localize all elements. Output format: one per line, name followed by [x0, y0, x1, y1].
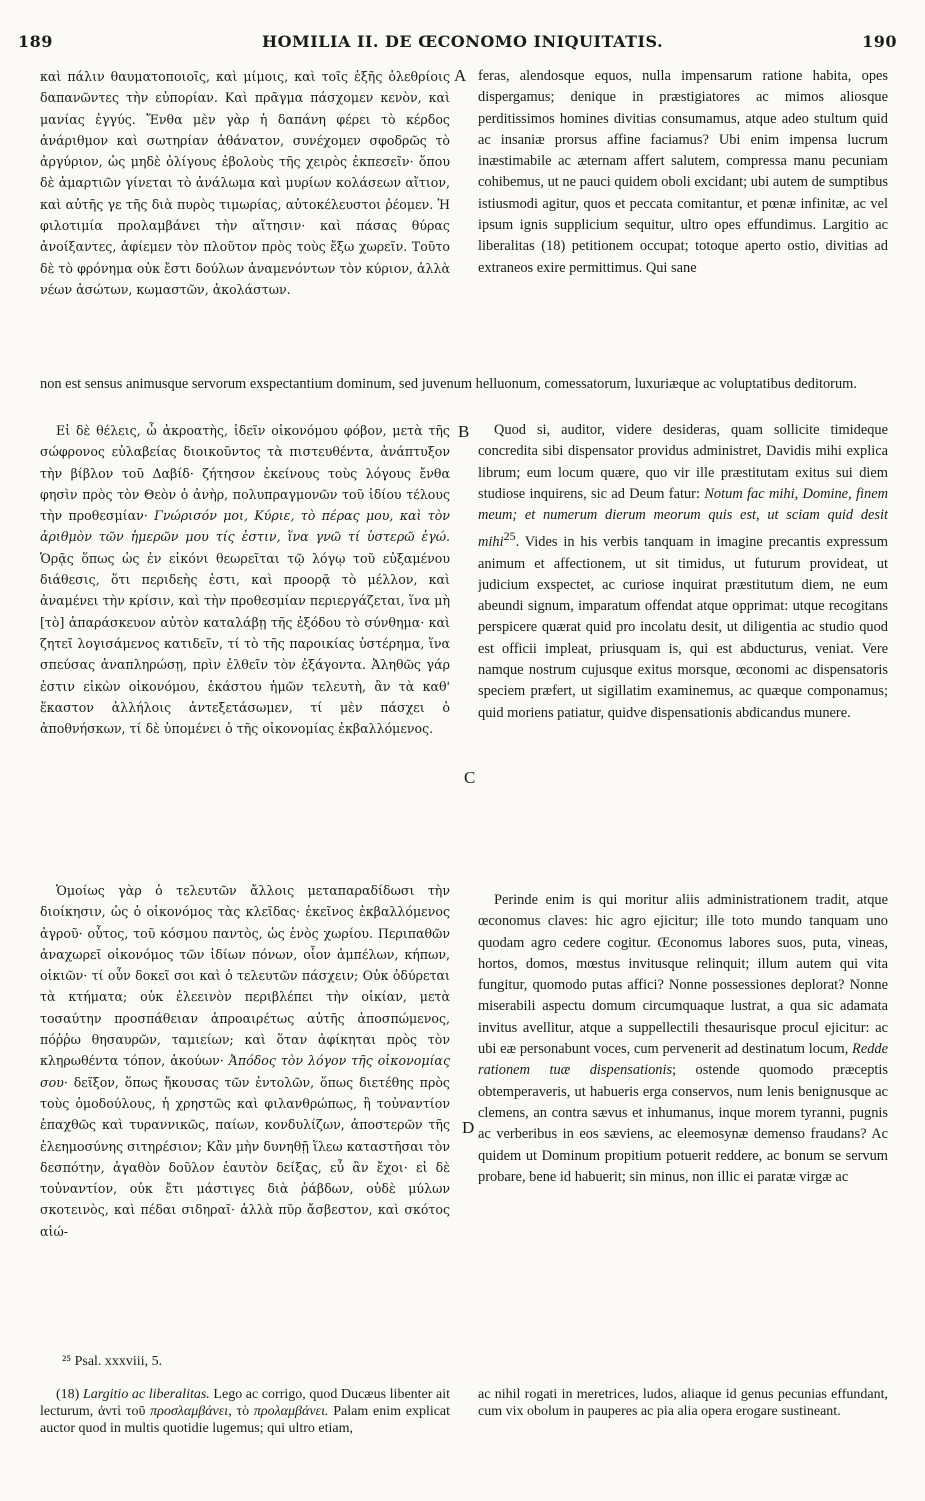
latin-scripture-quote: Redde rationem tuæ dispensationis [478, 1041, 888, 1079]
page-number-left: 189 [18, 32, 53, 51]
latin-text: . Vides in his verbis tanquam in imagine precantis expressum animum et affectionem, ut sit timidus, ut futurum provideat, ut judicium exspectet, ac curiose inquirat præstitutum diem, ne eum abeundi signum, imparatum offendat atque opprimat: utque recogitans perspicere quærat quid pro incolatu desit, ut diligentia ac studio quod est officii impleat, priusquam is, qui est abducturus, veniat. Vere namque nostrum cujusque exitus morsque, œconomi ac dispensatoris speciem præfert, ut sigillatim examinemus, ac quæque componamus; quid moriens patiatur, quidve dispensationis abdicandus munere. [478, 534, 888, 721]
latin-bridge-text: non est sensus animusque servorum exspectantium dominum, sed juvenum helluonum, comessatorum, luxuriæque ac voluptatibus deditorum. [40, 376, 857, 392]
latin-paragraph [478, 420, 888, 724]
note-greek-word: προλαμβάνει. [253, 1404, 329, 1419]
footnote-psalm-reference: ²⁵ Psal. xxxviii, 5. [62, 1354, 163, 1369]
editorial-note-left [40, 1386, 450, 1437]
footnote-marker: 25 [503, 529, 516, 544]
note-text: Palam enim explicat auctor quod in multis quotidie lugemus; qui ultro etiam, [40, 1404, 451, 1436]
note-lemma: Largitio ac liberalitas. [82, 1387, 210, 1402]
greek-text: Ὁμοίως γὰρ ὁ τελευτῶν ἄλλοις μεταπαραδίδωσι τὴν διοίκησιν, ὡς ὁ οἰκονόμος τὰς κλεῖδας· ἐκεῖνος ἐκβαλλόμενος ἀγροῦ· οὗτος, τοῦ κόσμου παντὸς, ὡς ἑνὸς χωρίου. Περιπαθῶν ἀναχωρεῖ οἰκονόμος τῶν ἰδίων πόνων, οἷον ἀμπέλων, κήπων, οἰκιῶν· τί οὖν δοκεῖ σοι καὶ ὁ τελευτῶν πάσχειν; Οὐκ ὀδύρεται τὰ κτήματα; οὐκ ἐλεεινὸν περιβλέπει τὴν οἰκίαν, μετὰ τοσαύτην προσπάθειαν ἀπροαιρέτως αὐτῆς ἀποσπώμενος, πόῤῥω θησαυρῶν, ταμιείων; καὶ ὅταν ἀφίκηται πρὸς τὸν κληρωθέντα τόπον, ἀκούων· [40, 883, 450, 1069]
greek-column-section-3 [40, 880, 450, 1340]
margin-marker-d: D [462, 1118, 475, 1137]
greek-paragraph [40, 880, 450, 1242]
note-greek-word: προσλαμβάνει [150, 1404, 229, 1419]
greek-scripture-quote: Ἀπόδος τὸν λόγον τῆς οἰκονομίας σου· [40, 1053, 450, 1090]
greek-column-section-1 [40, 66, 450, 368]
greek-column-section-2 [40, 420, 450, 826]
page-number-right: 190 [862, 32, 897, 51]
greek-paragraph [40, 420, 450, 739]
latin-scripture-quote: Notum fac mihi, Domine, finem meum; et numerum dierum meorum quis est, ut sciam quid desit mihi [478, 485, 888, 551]
note-text: Lego ac corrigo, quod Ducæus libenter ait lecturum, ἀντὶ τοῦ [40, 1387, 451, 1419]
note-text: , τὸ [228, 1404, 250, 1419]
running-title: HOMILIA II. DE ŒCONOMO INIQUITATIS. [261, 32, 664, 51]
greek-text: Εἰ δὲ θέλεις, ὦ ἀκροατὴς, ἰδεῖν οἰκονόμου φόβον, μετὰ τῆς σώφρονος εὐλαβείας διοικοῦντος τὰ πιστευθέντα, ἀνάπτυξον τὴν βίβλον τοῦ Δαβίδ· ζήτησον ἐκείνους τοὺς λόγους ἔνθα φησὶν πρὸς τὸν Θεὸν ὁ ἀνὴρ, πολυπραγμονῶν τοῦ ἰδίου τέλους τὴν προθεσμίαν· [40, 423, 450, 524]
margin-marker-c: C [464, 768, 476, 787]
latin-paragraph [478, 890, 888, 1188]
greek-paragraph: καὶ πάλιν θαυματοποιοῖς, καὶ μίμοις, καὶ τοῖς ἑξῆς ὀλεθρίοις δαπανῶντες τὴν εὐπορίαν. Καὶ πρᾶγμα πάσχομεν κενὸν, καὶ μανίας ἐγγύς. Ἔνθα μὲν γὰρ ἡ δαπάνη φέρει τὸ κέρδος ἀνάριθμον καὶ σωτηρίαν ἀθάνατον, συνέχομεν σφοδρῶς τὸ ἀργύριον, ὡς μηδὲ ὀλίγους ἐβολοὺς τῆς χειρὸς ἐκπεσεῖν· ὅπου δὲ ἁμαρτιῶν γίνεται τὸ ἀνάλωμα καὶ μυρίων κολάσεων αἴτιον, καὶ αὐτῆς γε τῆς διὰ πυρὸς τιμωρίας, αὐτοκέλευστοι ῥέομεν. Ἡ φιλοτιμία προλαμβάνει τὴν αἴτησιν· καὶ πάσας θύρας ἀνοίξαντες, ἀφίεμεν τὸν πλοῦτον πρὸς τοὺς ἔξω χωρεῖν. Τοῦτο δὲ τὸ φρόνημα οὐκ ἔστι δούλων ἀναμενόντων τὸν κύριον, ἀλλὰ νέων ἀσώτων, κωμαστῶν, ἀκολάστων. [40, 69, 450, 297]
latin-column-section-3 [478, 890, 888, 1350]
latin-text: Quod si, auditor, videre desideras, quam sollicite timideque concredita sibi dispensator providus administret, Davidis mihi explica librum; eum locum quære, quo vir ille præstitutam exitus sui diem studiose inquirens, sic ad Deum fatur: [478, 422, 888, 502]
margin-marker-a: A [454, 66, 467, 85]
latin-text: ; ostende quomodo præceptis obtemperaveris, ut habueris erga conservos, num lenis benignusque ac clemens, an contra sævus et inhumanus, inque morem tyranni, pugnis ac verberibus in eos sæviens, ac eleemosynæ demenso fraudans? Ac quidem ut Dominum propitium potuerit reddere, ac bonum se servum probare, bene id habuerit; sin minus, non illic ei paratæ virgæ ac [478, 1062, 888, 1185]
note-number: (18) [56, 1387, 80, 1402]
latin-column-section-2 [478, 420, 888, 888]
latin-paragraph: feras, alendosque equos, nulla impensarum ratione habita, opes dispergamus; denique in præstigiatores ac mimos aliosque perditissimos homines divitias consumamus, atque adeo stultum quid ac insaniæ prorsus affine faciamus? Ubi enim impensa lucrum inæstimabile ac æternam affert salutem, compressa manu pecuniam cohibemus, ut ne pauci quidem oboli excidant; ubi autem de sumptibus istiusmodi agitur, quos et peccata comitantur, et pœnæ infinitæ, ac vel ipsum ignis supplicium sequitur, ultro opes effundimus. Largitio ac liberalitas (18) petitionem occupat; totoque aperto ostio, divitias ad extraneos exire permittimus. Qui sane [478, 68, 888, 276]
greek-scripture-quote: Γνώρισόν μοι, Κύριε, τὸ πέρας μου, καὶ τὸν ἀριθμὸν τῶν ἡμερῶν μου τίς ἐστιν, ἵνα γνῶ τί ὑστερῶ ἐγώ. [40, 508, 450, 545]
latin-text: Perinde enim is qui moritur aliis administrationem tradit, atque œconomus claves: hic agro ejicitur; ille toto mundo tanquam uno quodam agro cedere cogitur. Œconomus labores suos, puta, vineas, hortos, domos, mœstus invitusque relinquit; illum autem qui vita fungitur, quomodo putas affici? Nonne possessiones deplorat? Nonne miserabili aspectu domum circumquaque lustrat, a qua sic adamata invitus avellitur, atque a suppellectili thesaurisque procul ejicitur: ac ubi eæ personabunt voces, cum pervenerit ad destinatum locum, [478, 892, 888, 1058]
editorial-note-right [478, 1386, 888, 1420]
note-continuation: ac nihil rogati in meretrices, ludos, aliaque id genus pecunias effundant, cum vix obolum in pauperes ac pia alia opera erogare sustineant. [478, 1387, 888, 1419]
greek-text: Ὁρᾷς ὅπως ὡς ἐν εἰκόνι θεωρεῖται τῷ λόγῳ τοῦ εὐξαμένου διάθεσις, ὅτι περιδεὴς ἐστι, καὶ προορᾷ τὸ μέλλον, καὶ ἀναμένει τὴν κρίσιν, καὶ τὴν προθεσμίαν περιεργάζεται, ἵνα μὴ [τὸ] ἀπαράσκευον αὐτὸν καταλάβῃ τῆς ἐξόδου τὸ σύνθημα· καὶ ζητεῖ λογισάμενος κατιδεῖν, τί τὸ τῆς παροικίας ὑστέρημα, ἵνα σπεύσας ἀναπληρώσῃ, πρὶν ἐλθεῖν τὸν ἐξάγοντα. Ἀληθῶς γάρ ἐστιν εἰκὼν οἰκονόμου, ἑκάστου ἡμῶν τελευτὴ, ἂν τὰ καθ' ἕκαστον ἀλλήλοις ἀντεξετάσωμεν, τί μὲν πάσχει ὁ ἀποθνήσκων, τί δὲ ὑπομένει ὁ τῆς οἰκονομίας ἐκβαλλόμενος. [40, 550, 450, 737]
latin-column-section-1 [478, 66, 888, 368]
margin-marker-b: B [458, 422, 470, 441]
greek-text: δεῖξον, ὅπως ἤκουσας τῶν ἐντολῶν, ὅπως διετέθης πρὸς τοὺς ὁμοδούλους, ἡ χρηστῶς καὶ φιλανθρώπως, ἢ τοὐναντίον ἐπαχθῶς καὶ τυραννικῶς, παίων, κονδυλίζων, ἀποστερῶν τῆς ἐλεημοσύνης σιτηρέσιον; Κἂν μὴν δυνηθῇ ἵλεω καταστῆσαι τὸν δεσπότην, ἀγαθὸν δοῦλον ἑαυτὸν δείξας, εὖ ἂν ἔχοι· εἰ δὲ τοὐναντίον, οὐκ ἔτι μάστιγες διὰ ῥάβδων, οὐδὲ μύλων σκοτεινὸς, καὶ πέδαι σιδηραῖ· ἀλλὰ πῦρ ἄσβεστον, καὶ σκότος αἰώ- [40, 1074, 450, 1239]
